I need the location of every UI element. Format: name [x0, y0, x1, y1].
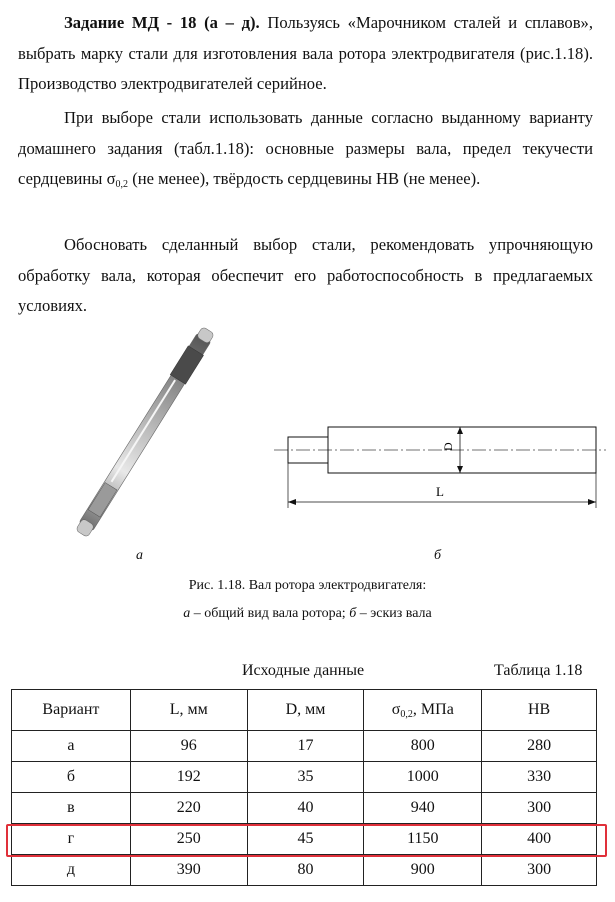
cell-sigma: 900	[364, 855, 482, 886]
table-header-row	[12, 690, 597, 731]
cell-sigma: 800	[364, 731, 482, 762]
figure-label-b: б	[434, 548, 442, 563]
table-row	[12, 855, 597, 886]
cell-l: 96	[130, 731, 247, 762]
task-text-2a: При выборе стали использовать данные согласно выданному варианту домашнего задания (табл.1.18): основные размеры вала, предел текучести сердцевины σ	[18, 108, 593, 188]
header-variant: Вариант	[12, 690, 131, 731]
task-text-3: Обосновать сделанный выбор стали, рекомендовать упрочняющую обработку вала, которая обеспечит его работоспособность в предлагаемых условиях.	[18, 235, 593, 315]
caption-a: а	[183, 606, 191, 621]
sigma-subscript: 0,2	[115, 179, 129, 190]
header-sigma: $\sigma_{0,2}$, МПа	[364, 690, 482, 731]
caption-a-text: – общий вид вала ротора;	[190, 606, 350, 621]
dim-l-label: L	[436, 484, 444, 499]
table-row	[12, 793, 597, 824]
row-highlight-frame	[6, 824, 607, 857]
task-text-2b: (не менее), твёрдость сердцевины HB (не менее).	[128, 169, 481, 188]
header-hb: HB	[482, 690, 597, 731]
cell-hb: 300	[482, 793, 597, 824]
shaft-sketch	[270, 418, 610, 528]
task-paragraph-3	[18, 230, 593, 322]
table-row	[12, 731, 597, 762]
cell-variant: г	[12, 824, 131, 855]
dim-d-label: D	[441, 442, 455, 451]
task-text-1: Пользуясь «Марочником сталей и сплавов», выбрать марку стали для изготовления вала ротора электродвигателя (рис.1.18). Производство электродвигателей серийное.	[18, 13, 594, 93]
caption-b-text: – эскиз вала	[356, 606, 432, 621]
task-title: Задание МД - 18 (а – д).	[64, 13, 260, 32]
cell-d: 80	[247, 855, 364, 886]
cell-d: 40	[247, 793, 364, 824]
table-number: Таблица 1.18	[494, 662, 583, 679]
cell-d: 35	[247, 762, 364, 793]
table-row	[12, 762, 597, 793]
cell-l: 250	[130, 824, 247, 855]
cell-l: 192	[130, 762, 247, 793]
cell-d: 17	[247, 731, 364, 762]
cell-variant: д	[12, 855, 131, 886]
figure-label-a: а	[136, 548, 143, 563]
cell-sigma: 1150	[364, 824, 482, 855]
figure-caption-line2	[0, 606, 615, 622]
table-title: Исходные данные	[242, 662, 365, 679]
cell-hb: 330	[482, 762, 597, 793]
cell-variant: б	[12, 762, 131, 793]
task-paragraph-1	[18, 8, 593, 100]
cell-variant: а	[12, 731, 131, 762]
cell-sigma: 1000	[364, 762, 482, 793]
header-d: D, мм	[247, 690, 364, 731]
cell-d: 45	[247, 824, 364, 855]
cell-hb: 280	[482, 731, 597, 762]
cell-hb: 400	[482, 824, 597, 855]
task-paragraph-2	[18, 103, 593, 201]
cell-variant: в	[12, 793, 131, 824]
cell-l: 220	[130, 793, 247, 824]
cell-sigma: 940	[364, 793, 482, 824]
shaft-photo	[18, 322, 273, 542]
caption-b: б	[349, 606, 357, 621]
figure-caption-line1: Рис. 1.18. Вал ротора электродвигателя:	[188, 578, 427, 593]
header-l: L, мм	[130, 690, 247, 731]
cell-hb: 300	[482, 855, 597, 886]
cell-l: 390	[130, 855, 247, 886]
